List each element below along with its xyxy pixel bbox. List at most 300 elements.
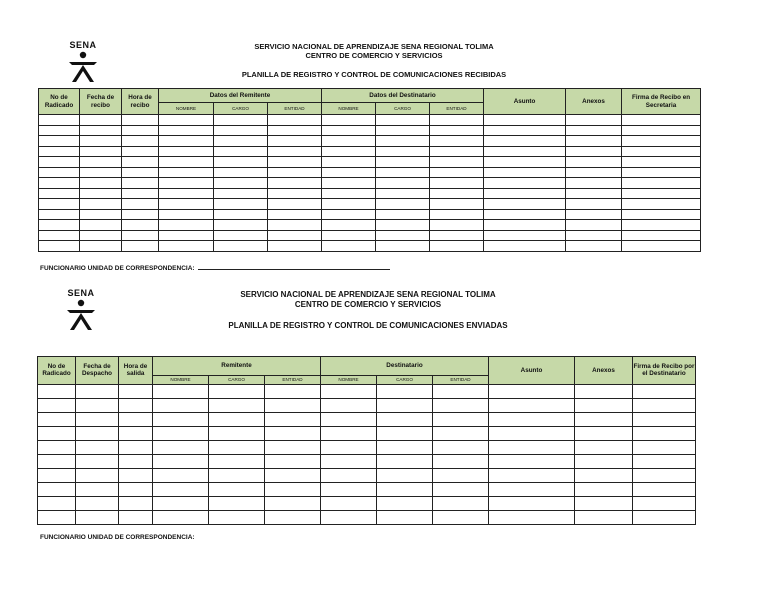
- col-dest-cargo: CARGO: [377, 376, 433, 385]
- blank-cell[interactable]: [622, 188, 701, 199]
- blank-cell[interactable]: [377, 454, 433, 468]
- blank-cell[interactable]: [153, 426, 209, 440]
- blank-cell[interactable]: [39, 188, 80, 199]
- blank-cell[interactable]: [209, 384, 265, 398]
- received-header-line1: SERVICIO NACIONAL DE APRENDIZAJE SENA REGIONAL TOLIMA: [254, 42, 494, 51]
- blank-cell[interactable]: [377, 384, 433, 398]
- blank-cell[interactable]: [566, 220, 622, 231]
- blank-cell[interactable]: [159, 220, 214, 231]
- blank-cell[interactable]: [489, 426, 575, 440]
- blank-cell[interactable]: [153, 398, 209, 412]
- blank-cell[interactable]: [321, 510, 377, 524]
- blank-cell[interactable]: [209, 482, 265, 496]
- blank-cell[interactable]: [122, 167, 159, 178]
- blank-cell[interactable]: [633, 440, 696, 454]
- blank-cell[interactable]: [566, 167, 622, 178]
- blank-cell[interactable]: [153, 454, 209, 468]
- blank-cell[interactable]: [633, 496, 696, 510]
- blank-cell[interactable]: [489, 412, 575, 426]
- blank-cell[interactable]: [433, 384, 489, 398]
- blank-cell[interactable]: [566, 209, 622, 220]
- blank-cell[interactable]: [321, 384, 377, 398]
- blank-cell[interactable]: [119, 482, 153, 496]
- blank-cell[interactable]: [209, 412, 265, 426]
- blank-cell[interactable]: [153, 412, 209, 426]
- blank-cell[interactable]: [622, 125, 701, 136]
- blank-cell[interactable]: [484, 220, 566, 231]
- blank-cell[interactable]: [376, 167, 430, 178]
- blank-cell[interactable]: [376, 188, 430, 199]
- blank-cell[interactable]: [322, 167, 376, 178]
- blank-cell[interactable]: [38, 412, 76, 426]
- col-rem-cargo: CARGO: [214, 103, 268, 115]
- blank-cell[interactable]: [153, 468, 209, 482]
- blank-cell[interactable]: [376, 230, 430, 241]
- blank-cell[interactable]: [376, 220, 430, 231]
- blank-cell[interactable]: [430, 220, 484, 231]
- blank-cell[interactable]: [484, 178, 566, 189]
- blank-cell[interactable]: [119, 384, 153, 398]
- blank-cell[interactable]: [433, 496, 489, 510]
- blank-cell[interactable]: [322, 209, 376, 220]
- blank-cell[interactable]: [209, 510, 265, 524]
- blank-cell[interactable]: [38, 482, 76, 496]
- blank-cell[interactable]: [159, 230, 214, 241]
- blank-cell[interactable]: [119, 468, 153, 482]
- sent-title: PLANILLA DE REGISTRO Y CONTROL DE COMUNICACIONES ENVIADAS: [228, 321, 508, 330]
- blank-cell[interactable]: [159, 157, 214, 168]
- blank-cell[interactable]: [433, 398, 489, 412]
- blank-cell[interactable]: [119, 398, 153, 412]
- blank-cell[interactable]: [575, 398, 633, 412]
- blank-cell[interactable]: [38, 454, 76, 468]
- blank-cell[interactable]: [159, 241, 214, 252]
- blank-cell[interactable]: [265, 384, 321, 398]
- blank-cell[interactable]: [622, 209, 701, 220]
- blank-cell[interactable]: [80, 230, 122, 241]
- blank-cell[interactable]: [38, 440, 76, 454]
- blank-cell[interactable]: [80, 188, 122, 199]
- blank-cell[interactable]: [159, 146, 214, 157]
- blank-cell[interactable]: [484, 146, 566, 157]
- blank-cell[interactable]: [76, 496, 119, 510]
- blank-cell[interactable]: [575, 496, 633, 510]
- blank-cell[interactable]: [430, 115, 484, 126]
- blank-cell[interactable]: [622, 178, 701, 189]
- blank-cell[interactable]: [122, 241, 159, 252]
- blank-cell[interactable]: [159, 136, 214, 147]
- blank-cell[interactable]: [484, 115, 566, 126]
- blank-cell[interactable]: [153, 510, 209, 524]
- blank-cell[interactable]: [80, 167, 122, 178]
- blank-cell[interactable]: [566, 115, 622, 126]
- blank-cell[interactable]: [633, 468, 696, 482]
- blank-cell[interactable]: [575, 510, 633, 524]
- blank-cell[interactable]: [430, 188, 484, 199]
- blank-cell[interactable]: [39, 167, 80, 178]
- blank-cell[interactable]: [489, 510, 575, 524]
- blank-cell[interactable]: [575, 468, 633, 482]
- blank-cell[interactable]: [76, 398, 119, 412]
- blank-cell[interactable]: [214, 209, 268, 220]
- blank-cell[interactable]: [321, 440, 377, 454]
- blank-cell[interactable]: [575, 454, 633, 468]
- blank-cell[interactable]: [159, 199, 214, 210]
- blank-cell[interactable]: [119, 426, 153, 440]
- blank-cell[interactable]: [430, 125, 484, 136]
- blank-cell[interactable]: [376, 115, 430, 126]
- blank-cell[interactable]: [377, 426, 433, 440]
- blank-cell[interactable]: [159, 209, 214, 220]
- blank-cell[interactable]: [80, 220, 122, 231]
- blank-cell[interactable]: [575, 384, 633, 398]
- blank-cell[interactable]: [322, 188, 376, 199]
- blank-cell[interactable]: [80, 209, 122, 220]
- blank-cell[interactable]: [214, 167, 268, 178]
- blank-cell[interactable]: [76, 482, 119, 496]
- blank-cell[interactable]: [430, 178, 484, 189]
- blank-cell[interactable]: [159, 167, 214, 178]
- blank-cell[interactable]: [322, 136, 376, 147]
- blank-cell[interactable]: [484, 136, 566, 147]
- blank-cell[interactable]: [80, 125, 122, 136]
- blank-cell[interactable]: [489, 454, 575, 468]
- col-firma: Firma de Recibo en Secretaria: [622, 89, 701, 115]
- blank-cell[interactable]: [153, 384, 209, 398]
- blank-cell[interactable]: [377, 468, 433, 482]
- blank-cell[interactable]: [214, 178, 268, 189]
- blank-cell[interactable]: [268, 220, 322, 231]
- blank-cell[interactable]: [153, 496, 209, 510]
- blank-cell[interactable]: [39, 230, 80, 241]
- blank-cell[interactable]: [80, 136, 122, 147]
- blank-cell[interactable]: [119, 510, 153, 524]
- blank-cell[interactable]: [489, 398, 575, 412]
- blank-cell[interactable]: [214, 136, 268, 147]
- blank-cell[interactable]: [633, 384, 696, 398]
- blank-cell[interactable]: [80, 146, 122, 157]
- blank-cell[interactable]: [321, 426, 377, 440]
- col-dest-nombre: NOMBRE: [321, 376, 377, 385]
- blank-cell[interactable]: [214, 241, 268, 252]
- blank-cell[interactable]: [265, 496, 321, 510]
- table-row: [39, 167, 701, 178]
- blank-cell[interactable]: [214, 146, 268, 157]
- blank-cell[interactable]: [489, 384, 575, 398]
- blank-cell[interactable]: [38, 496, 76, 510]
- blank-cell[interactable]: [430, 199, 484, 210]
- blank-cell[interactable]: [633, 398, 696, 412]
- blank-cell[interactable]: [575, 440, 633, 454]
- sent-header-line1: SERVICIO NACIONAL DE APRENDIZAJE SENA REGIONAL TOLIMA: [240, 290, 496, 299]
- sent-rows: [38, 384, 696, 524]
- blank-cell[interactable]: [119, 496, 153, 510]
- blank-cell[interactable]: [268, 167, 322, 178]
- blank-cell[interactable]: [39, 146, 80, 157]
- blank-cell[interactable]: [265, 482, 321, 496]
- blank-cell[interactable]: [622, 146, 701, 157]
- blank-cell[interactable]: [214, 199, 268, 210]
- blank-cell[interactable]: [122, 136, 159, 147]
- blank-cell[interactable]: [268, 146, 322, 157]
- table-row: [38, 468, 696, 482]
- blank-cell[interactable]: [153, 482, 209, 496]
- blank-cell[interactable]: [321, 468, 377, 482]
- blank-cell[interactable]: [265, 440, 321, 454]
- blank-cell[interactable]: [322, 146, 376, 157]
- blank-cell[interactable]: [76, 412, 119, 426]
- blank-cell[interactable]: [214, 220, 268, 231]
- blank-cell[interactable]: [633, 510, 696, 524]
- blank-cell[interactable]: [268, 209, 322, 220]
- col-firma: Firma de Recibo por el Destinatario: [633, 357, 696, 385]
- table-row: [38, 482, 696, 496]
- blank-cell[interactable]: [214, 125, 268, 136]
- col-rem-entidad: ENTIDAD: [268, 103, 322, 115]
- blank-cell[interactable]: [321, 454, 377, 468]
- blank-cell[interactable]: [377, 440, 433, 454]
- blank-cell[interactable]: [214, 188, 268, 199]
- blank-cell[interactable]: [376, 146, 430, 157]
- blank-cell[interactable]: [38, 426, 76, 440]
- blank-cell[interactable]: [376, 157, 430, 168]
- blank-cell[interactable]: [633, 482, 696, 496]
- blank-cell[interactable]: [268, 157, 322, 168]
- blank-cell[interactable]: [566, 230, 622, 241]
- blank-cell[interactable]: [566, 125, 622, 136]
- blank-cell[interactable]: [159, 178, 214, 189]
- blank-cell[interactable]: [39, 220, 80, 231]
- blank-cell[interactable]: [268, 178, 322, 189]
- blank-cell[interactable]: [633, 426, 696, 440]
- col-radicado: No de Radicado: [39, 89, 80, 115]
- blank-cell[interactable]: [268, 241, 322, 252]
- blank-cell[interactable]: [122, 178, 159, 189]
- blank-cell[interactable]: [484, 230, 566, 241]
- blank-cell[interactable]: [38, 468, 76, 482]
- blank-cell[interactable]: [39, 125, 80, 136]
- blank-cell[interactable]: [566, 178, 622, 189]
- blank-cell[interactable]: [265, 412, 321, 426]
- blank-cell[interactable]: [433, 482, 489, 496]
- blank-cell[interactable]: [622, 220, 701, 231]
- blank-cell[interactable]: [322, 220, 376, 231]
- blank-cell[interactable]: [268, 125, 322, 136]
- blank-cell[interactable]: [268, 230, 322, 241]
- blank-cell[interactable]: [484, 167, 566, 178]
- blank-cell[interactable]: [622, 167, 701, 178]
- table-row: [38, 384, 696, 398]
- blank-cell[interactable]: [575, 426, 633, 440]
- blank-cell[interactable]: [268, 188, 322, 199]
- blank-cell[interactable]: [80, 199, 122, 210]
- blank-cell[interactable]: [433, 468, 489, 482]
- blank-cell[interactable]: [268, 115, 322, 126]
- blank-cell[interactable]: [622, 115, 701, 126]
- blank-cell[interactable]: [433, 412, 489, 426]
- blank-cell[interactable]: [265, 426, 321, 440]
- blank-cell[interactable]: [622, 199, 701, 210]
- blank-cell[interactable]: [322, 115, 376, 126]
- blank-cell[interactable]: [122, 199, 159, 210]
- received-header-line2: CENTRO DE COMERCIO Y SERVICIOS: [305, 51, 443, 60]
- blank-cell[interactable]: [209, 496, 265, 510]
- blank-cell[interactable]: [376, 178, 430, 189]
- blank-cell[interactable]: [159, 125, 214, 136]
- blank-cell[interactable]: [209, 398, 265, 412]
- table-row: [38, 510, 696, 524]
- blank-cell[interactable]: [39, 136, 80, 147]
- blank-cell[interactable]: [209, 440, 265, 454]
- blank-cell[interactable]: [80, 178, 122, 189]
- blank-cell[interactable]: [377, 496, 433, 510]
- blank-cell[interactable]: [153, 440, 209, 454]
- blank-cell[interactable]: [80, 157, 122, 168]
- col-rem-nombre: NOMBRE: [159, 103, 214, 115]
- blank-cell[interactable]: [566, 188, 622, 199]
- blank-cell[interactable]: [430, 157, 484, 168]
- blank-cell[interactable]: [622, 241, 701, 252]
- blank-cell[interactable]: [322, 178, 376, 189]
- blank-cell[interactable]: [209, 454, 265, 468]
- blank-cell[interactable]: [376, 136, 430, 147]
- blank-cell[interactable]: [122, 230, 159, 241]
- blank-cell[interactable]: [265, 468, 321, 482]
- col-dest-cargo: CARGO: [376, 103, 430, 115]
- blank-cell[interactable]: [38, 510, 76, 524]
- blank-cell[interactable]: [566, 136, 622, 147]
- blank-cell[interactable]: [377, 510, 433, 524]
- blank-cell[interactable]: [489, 482, 575, 496]
- blank-cell[interactable]: [484, 188, 566, 199]
- blank-cell[interactable]: [38, 398, 76, 412]
- blank-cell[interactable]: [268, 199, 322, 210]
- blank-cell[interactable]: [566, 146, 622, 157]
- blank-cell[interactable]: [209, 426, 265, 440]
- blank-cell[interactable]: [430, 167, 484, 178]
- blank-cell[interactable]: [39, 157, 80, 168]
- blank-cell[interactable]: [119, 440, 153, 454]
- blank-cell[interactable]: [566, 157, 622, 168]
- blank-cell[interactable]: [322, 230, 376, 241]
- blank-cell[interactable]: [159, 115, 214, 126]
- blank-cell[interactable]: [76, 468, 119, 482]
- blank-cell[interactable]: [430, 209, 484, 220]
- blank-cell[interactable]: [321, 412, 377, 426]
- blank-cell[interactable]: [214, 157, 268, 168]
- blank-cell[interactable]: [159, 188, 214, 199]
- blank-cell[interactable]: [433, 426, 489, 440]
- blank-cell[interactable]: [575, 482, 633, 496]
- blank-cell[interactable]: [433, 510, 489, 524]
- blank-cell[interactable]: [76, 510, 119, 524]
- blank-cell[interactable]: [322, 125, 376, 136]
- blank-cell[interactable]: [430, 146, 484, 157]
- blank-cell[interactable]: [80, 115, 122, 126]
- blank-cell[interactable]: [39, 241, 80, 252]
- blank-cell[interactable]: [122, 125, 159, 136]
- blank-cell[interactable]: [377, 412, 433, 426]
- blank-cell[interactable]: [433, 454, 489, 468]
- blank-cell[interactable]: [122, 209, 159, 220]
- blank-cell[interactable]: [39, 178, 80, 189]
- table-row: [38, 440, 696, 454]
- blank-cell[interactable]: [484, 199, 566, 210]
- blank-cell[interactable]: [268, 136, 322, 147]
- blank-cell[interactable]: [622, 230, 701, 241]
- blank-cell[interactable]: [430, 136, 484, 147]
- blank-cell[interactable]: [489, 468, 575, 482]
- blank-cell[interactable]: [622, 136, 701, 147]
- blank-cell[interactable]: [80, 241, 122, 252]
- blank-cell[interactable]: [122, 157, 159, 168]
- blank-cell[interactable]: [122, 115, 159, 126]
- blank-cell[interactable]: [214, 115, 268, 126]
- blank-cell[interactable]: [430, 230, 484, 241]
- blank-cell[interactable]: [484, 209, 566, 220]
- table-row: [39, 136, 701, 147]
- blank-cell[interactable]: [214, 230, 268, 241]
- blank-cell[interactable]: [377, 482, 433, 496]
- blank-cell[interactable]: [633, 454, 696, 468]
- table-row: [39, 178, 701, 189]
- blank-cell[interactable]: [122, 188, 159, 199]
- blank-cell[interactable]: [39, 199, 80, 210]
- blank-cell[interactable]: [376, 209, 430, 220]
- blank-cell[interactable]: [489, 496, 575, 510]
- blank-cell[interactable]: [376, 199, 430, 210]
- blank-cell[interactable]: [430, 241, 484, 252]
- blank-cell[interactable]: [484, 125, 566, 136]
- blank-cell[interactable]: [321, 482, 377, 496]
- received-footer-label: FUNCIONARIO UNIDAD DE CORRESPONDENCIA:: [40, 265, 195, 272]
- blank-cell[interactable]: [566, 199, 622, 210]
- received-rows: [39, 115, 701, 252]
- blank-cell[interactable]: [76, 440, 119, 454]
- blank-cell[interactable]: [265, 510, 321, 524]
- blank-cell[interactable]: [39, 115, 80, 126]
- blank-cell[interactable]: [376, 241, 430, 252]
- blank-cell[interactable]: [489, 440, 575, 454]
- blank-cell[interactable]: [322, 199, 376, 210]
- blank-cell[interactable]: [122, 146, 159, 157]
- blank-cell[interactable]: [376, 125, 430, 136]
- blank-cell[interactable]: [265, 398, 321, 412]
- blank-cell[interactable]: [484, 241, 566, 252]
- blank-cell[interactable]: [377, 398, 433, 412]
- blank-cell[interactable]: [322, 241, 376, 252]
- blank-cell[interactable]: [633, 412, 696, 426]
- blank-cell[interactable]: [209, 468, 265, 482]
- blank-cell[interactable]: [321, 398, 377, 412]
- blank-cell[interactable]: [76, 426, 119, 440]
- blank-cell[interactable]: [484, 157, 566, 168]
- blank-cell[interactable]: [622, 157, 701, 168]
- blank-cell[interactable]: [321, 496, 377, 510]
- blank-cell[interactable]: [322, 157, 376, 168]
- blank-cell[interactable]: [76, 384, 119, 398]
- blank-cell[interactable]: [265, 454, 321, 468]
- blank-cell[interactable]: [566, 241, 622, 252]
- blank-cell[interactable]: [119, 412, 153, 426]
- blank-cell[interactable]: [76, 454, 119, 468]
- blank-cell[interactable]: [39, 209, 80, 220]
- blank-cell[interactable]: [119, 454, 153, 468]
- blank-cell[interactable]: [122, 220, 159, 231]
- blank-cell[interactable]: [38, 384, 76, 398]
- blank-cell[interactable]: [575, 412, 633, 426]
- blank-cell[interactable]: [433, 440, 489, 454]
